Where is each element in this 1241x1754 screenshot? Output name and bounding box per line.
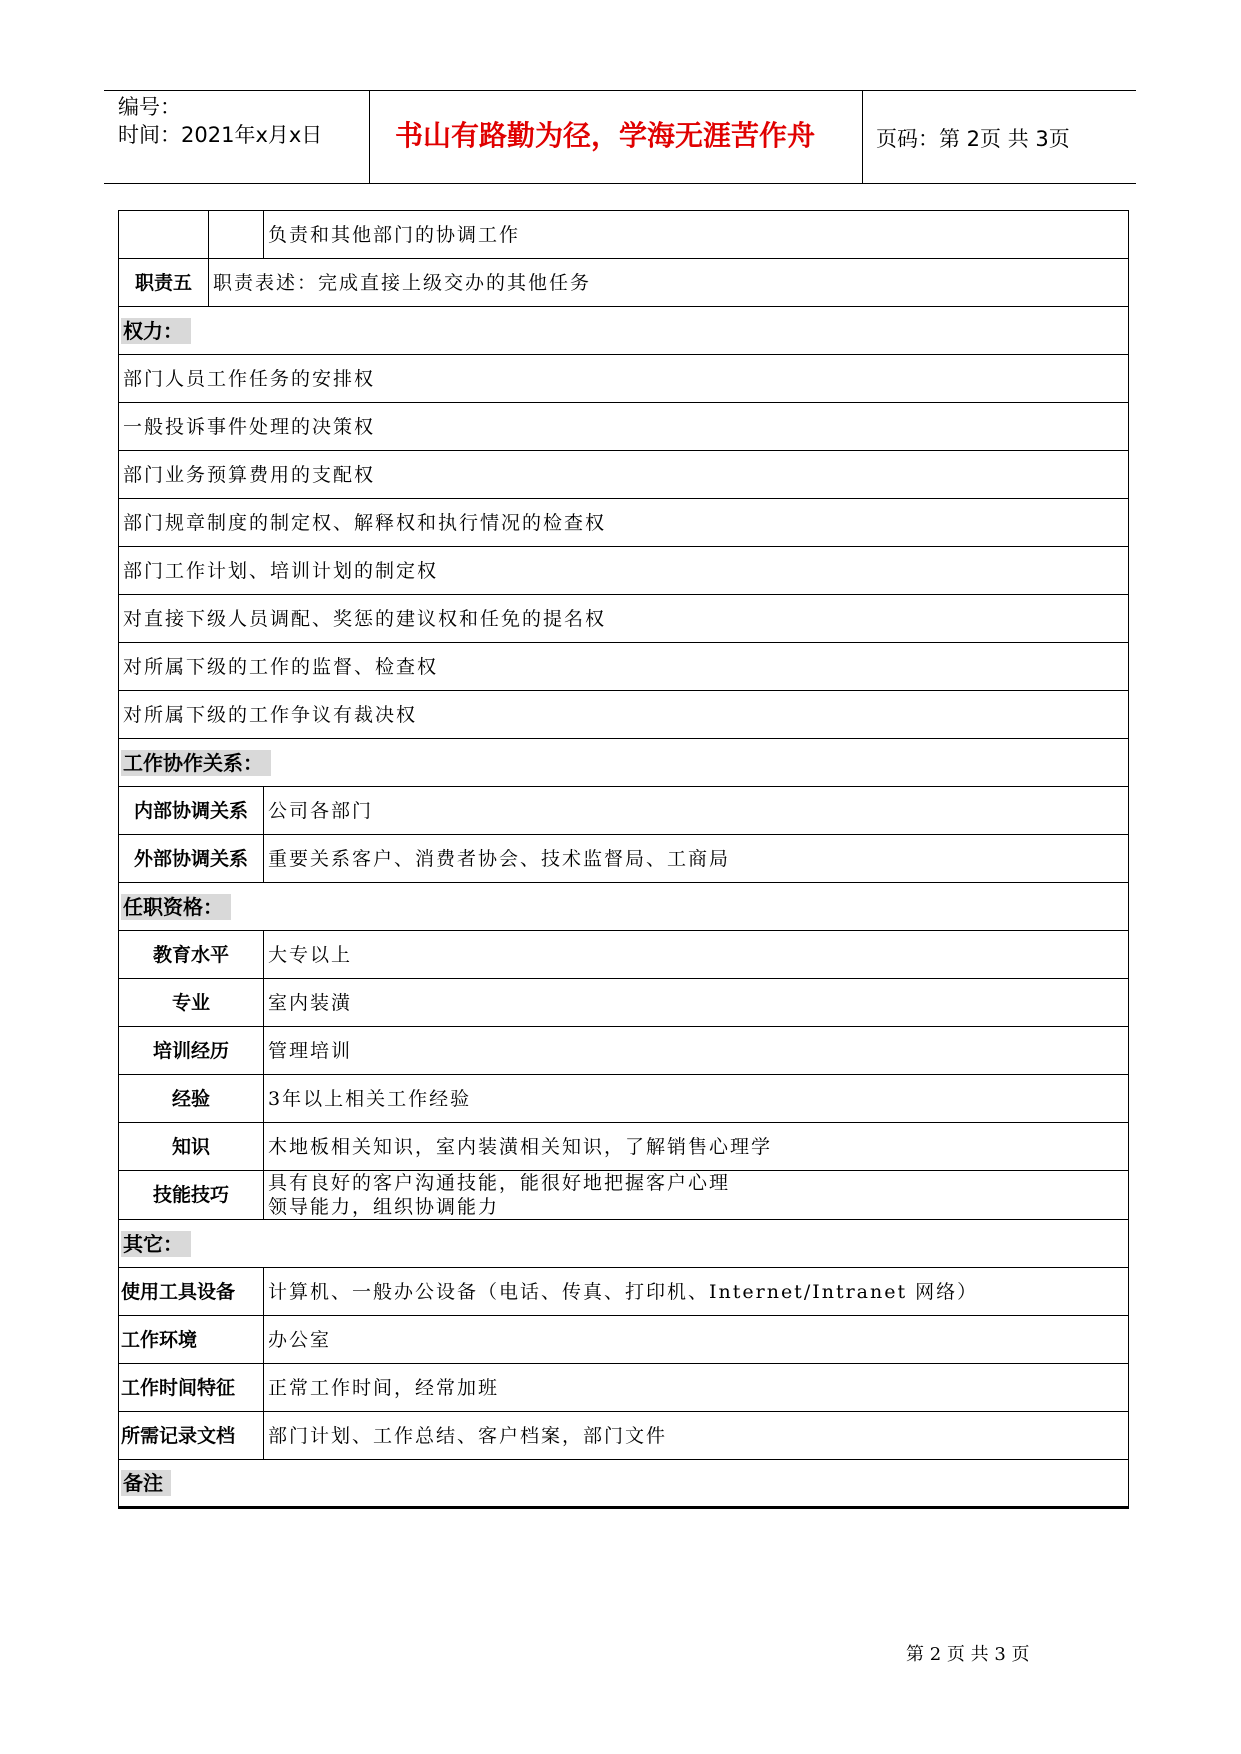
other-value: 部门计划、工作总结、客户档案，部门文件 bbox=[264, 1412, 1129, 1460]
relations-title: 工作协作关系： bbox=[121, 750, 271, 776]
relation-value: 重要关系客户、消费者协会、技术监督局、工商局 bbox=[264, 835, 1129, 883]
remarks-title: 备注 bbox=[121, 1470, 171, 1496]
duty5-row bbox=[119, 259, 1129, 307]
skills-line: 领导能力，组织协调能力 bbox=[268, 1196, 500, 1218]
header-top-rule bbox=[104, 90, 1136, 91]
authority-item: 部门人员工作任务的安排权 bbox=[119, 355, 1129, 403]
other-row bbox=[119, 1316, 1129, 1364]
qualification-row bbox=[119, 1123, 1129, 1171]
qualification-row bbox=[119, 1075, 1129, 1123]
qualification-value: 3年以上相关工作经验 bbox=[264, 1075, 1129, 1123]
qualification-row bbox=[119, 979, 1129, 1027]
authority-item: 对所属下级的工作的监督、检查权 bbox=[119, 643, 1129, 691]
other-label: 使用工具设备 bbox=[119, 1268, 264, 1316]
relation-label: 外部协调关系 bbox=[119, 835, 264, 883]
relation-label: 内部协调关系 bbox=[119, 787, 264, 835]
header-divider-left bbox=[369, 90, 370, 183]
qualification-row bbox=[119, 1027, 1129, 1075]
duty5-label: 职责五 bbox=[119, 259, 209, 307]
other-value: 计算机、一般办公设备（电话、传真、打印机、Internet/Intranet 网络） bbox=[264, 1268, 1129, 1316]
authority-item-row bbox=[119, 499, 1129, 547]
header-motto: 书山有路勤为径，学海无涯苦作舟 bbox=[394, 119, 815, 152]
header-bottom-rule bbox=[104, 183, 1136, 184]
qualification-value: 木地板相关知识，室内装潢相关知识，了解销售心理学 bbox=[264, 1123, 1129, 1171]
authority-section-header bbox=[119, 307, 1129, 355]
other-label: 所需记录文档 bbox=[119, 1412, 264, 1460]
skills-line: 具有良好的客户沟通技能，能很好地把握客户心理 bbox=[268, 1172, 731, 1194]
other-section-header bbox=[119, 1220, 1129, 1268]
other-title: 其它： bbox=[121, 1231, 191, 1257]
footer-page-number: 第 2 页 共 3 页 bbox=[906, 1644, 1030, 1665]
authority-title: 权力： bbox=[121, 318, 191, 344]
relation-value: 公司各部门 bbox=[264, 787, 1129, 835]
qualification-label: 教育水平 bbox=[119, 931, 264, 979]
empty-cell bbox=[119, 211, 209, 259]
other-label: 工作时间特征 bbox=[119, 1364, 264, 1412]
authority-item-row bbox=[119, 691, 1129, 739]
qualification-row bbox=[119, 931, 1129, 979]
qualification-value: 管理培训 bbox=[264, 1027, 1129, 1075]
empty-cell bbox=[209, 211, 264, 259]
qualification-label: 培训经历 bbox=[119, 1027, 264, 1075]
authority-item-row bbox=[119, 595, 1129, 643]
authority-item: 一般投诉事件处理的决策权 bbox=[119, 403, 1129, 451]
other-row bbox=[119, 1412, 1129, 1460]
duty-continued-text: 负责和其他部门的协调工作 bbox=[264, 211, 1129, 259]
qualification-label: 知识 bbox=[119, 1123, 264, 1171]
header-divider-right bbox=[862, 90, 863, 183]
authority-item-row bbox=[119, 355, 1129, 403]
authority-item: 部门规章制度的制定权、解释权和执行情况的检查权 bbox=[119, 499, 1129, 547]
other-row bbox=[119, 1268, 1129, 1316]
qualification-value: 大专以上 bbox=[264, 931, 1129, 979]
remarks-row bbox=[119, 1460, 1129, 1508]
qualification-label: 专业 bbox=[119, 979, 264, 1027]
qualifications-section-header bbox=[119, 883, 1129, 931]
skills-value bbox=[264, 1171, 1129, 1220]
other-value: 办公室 bbox=[264, 1316, 1129, 1364]
authority-item: 对直接下级人员调配、奖惩的建议权和任免的提名权 bbox=[119, 595, 1129, 643]
skills-row bbox=[119, 1171, 1129, 1220]
relation-row bbox=[119, 835, 1129, 883]
job-description-table bbox=[118, 210, 1129, 1509]
qualification-value: 室内装潢 bbox=[264, 979, 1129, 1027]
duty5-text: 职责表述：完成直接上级交办的其他任务 bbox=[209, 259, 1129, 307]
skills-label: 技能技巧 bbox=[119, 1171, 264, 1220]
relation-row bbox=[119, 787, 1129, 835]
header-page-info: 页码：第 2页 共 3页 bbox=[876, 127, 1070, 151]
document-number-label: 编号： bbox=[118, 95, 181, 119]
other-label: 工作环境 bbox=[119, 1316, 264, 1364]
other-value: 正常工作时间，经常加班 bbox=[264, 1364, 1129, 1412]
authority-item: 对所属下级的工作争议有裁决权 bbox=[119, 691, 1129, 739]
authority-item-row bbox=[119, 451, 1129, 499]
authority-item-row bbox=[119, 643, 1129, 691]
authority-item: 部门业务预算费用的支配权 bbox=[119, 451, 1129, 499]
duty-continued-row bbox=[119, 211, 1129, 259]
relations-section-header bbox=[119, 739, 1129, 787]
qualifications-title: 任职资格： bbox=[121, 894, 231, 920]
authority-item-row bbox=[119, 403, 1129, 451]
authority-item-row bbox=[119, 547, 1129, 595]
authority-item: 部门工作计划、培训计划的制定权 bbox=[119, 547, 1129, 595]
document-time-label: 时间：2021年x月x日 bbox=[118, 123, 323, 147]
qualification-label: 经验 bbox=[119, 1075, 264, 1123]
other-row bbox=[119, 1364, 1129, 1412]
